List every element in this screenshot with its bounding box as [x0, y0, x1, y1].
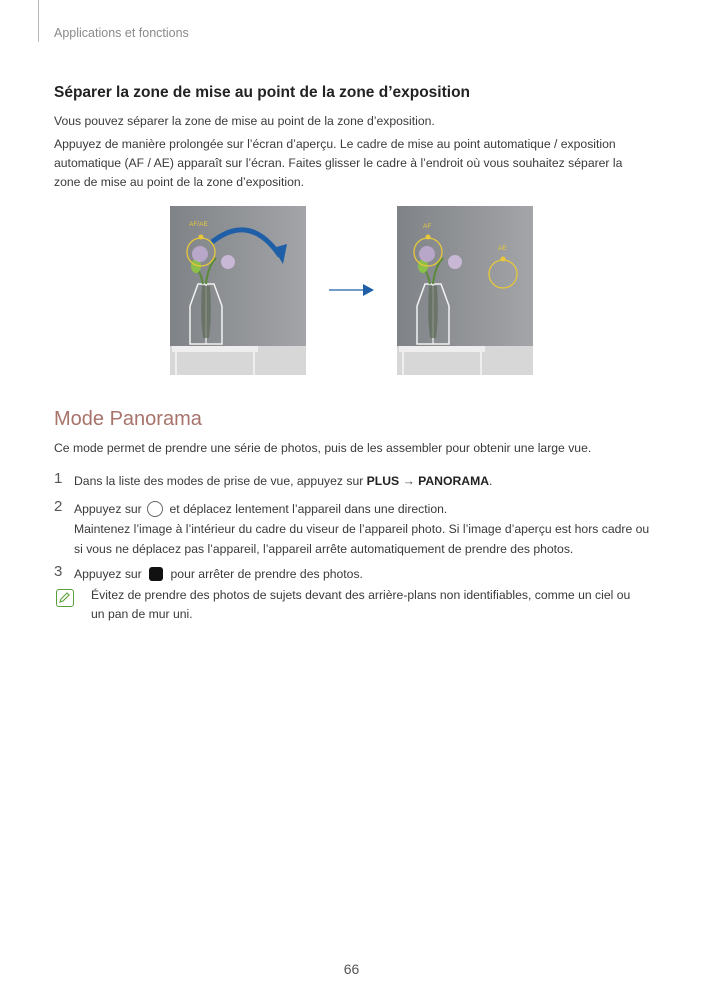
section-title-focus-exposure: Séparer la zone de mise au point de la zone d’exposition — [54, 84, 471, 101]
section-body: Appuyez de manière prolongée sur l’écran d’aperçu. Le cadre de mise au point automatique / exposition automatique (AF / AE) apparaît sur l’écran. Faites glisser le cadre à l’endroit où vous souhaitez séparer la zone de mise au point de la zone d’exposition. — [54, 137, 623, 189]
ae-label: AE — [498, 245, 507, 252]
note-pencil-icon — [56, 589, 74, 607]
shutter-button-icon — [147, 501, 163, 517]
step-text: Appuyez sur — [74, 502, 146, 516]
panorama-label: PANORAMA — [418, 474, 490, 488]
arrow-separator: → — [399, 474, 419, 488]
step-number: 3 — [54, 563, 63, 580]
step-text-end: et déplacez lentement l’appareil dans une direction. — [166, 502, 448, 516]
section-intro: Vous pouvez séparer la zone de mise au point de la zone d’exposition. — [54, 114, 435, 128]
af-label: AF — [423, 223, 432, 230]
step-detail: Maintenez l’image à l’intérieur du cadre du viseur de l’appareil photo. Si l’image d’aperçu est hors cadre ou si vous ne déplacez pas l’appareil, l’appareil arrête automatiquement de prendre des photos. — [74, 522, 650, 556]
preview-image-before — [170, 206, 306, 375]
chapter-header: Applications et fonctions — [54, 26, 189, 40]
header-rule — [38, 0, 39, 42]
stop-button-icon — [149, 567, 163, 581]
panorama-intro: Ce mode permet de prendre une série de photos, puis de les assembler pour obtenir une large vue. — [54, 441, 592, 455]
section-title-panorama: Mode Panorama — [54, 408, 202, 430]
preview-image-after — [397, 206, 533, 375]
step-number: 1 — [54, 470, 63, 487]
transition-arrow-icon — [327, 280, 377, 300]
af-ae-label: AF/AE — [189, 221, 208, 228]
step-text: Dans la liste des modes de prise de vue, appuyez sur — [74, 474, 367, 488]
step-text: Appuyez sur — [74, 567, 146, 581]
plus-label: PLUS — [366, 474, 400, 488]
step-text-end: pour arrêter de prendre des photos. — [167, 567, 363, 581]
page-number: 66 — [343, 961, 360, 977]
step-text-end: . — [489, 474, 493, 488]
note-text: Évitez de prendre des photos de sujets devant des arrière-plans non identifiables, comme un ciel ou un pan de mur uni. — [91, 588, 631, 621]
step-number: 2 — [54, 498, 63, 515]
